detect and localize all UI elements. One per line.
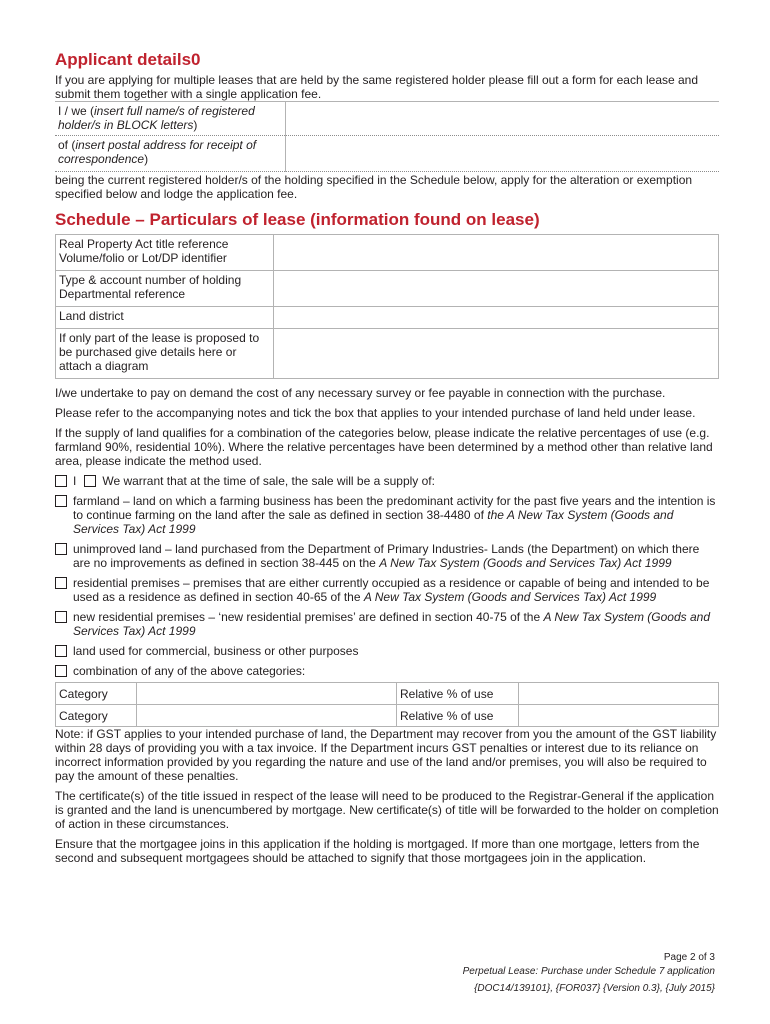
option-combination: combination of any of the above categories: bbox=[55, 664, 719, 678]
applicant-row-name bbox=[55, 102, 719, 136]
farmland-checkbox[interactable] bbox=[55, 495, 67, 507]
schedule-row bbox=[56, 235, 719, 271]
schedule-account-number-label: Type & account number of holding Departmental reference bbox=[56, 271, 274, 307]
applicant-name-label: I / we (insert full name/s of registered holder/s in BLOCK letters) bbox=[55, 102, 285, 136]
document-reference: {DOC14/139101}, {FOR037} {Version 0.3}, {July 2015} bbox=[474, 983, 715, 994]
applicant-name-input[interactable] bbox=[285, 102, 719, 136]
applicant-intro: If you are applying for multiple leases that are held by the same registered holder please fill out a form for each lease and submit them together with a single application fee. bbox=[55, 73, 699, 101]
schedule-part-lease-input[interactable] bbox=[274, 329, 719, 379]
relative-use-label: Relative % of use bbox=[397, 683, 519, 705]
schedule-land-district-input[interactable] bbox=[274, 307, 719, 329]
applicant-name-field[interactable] bbox=[289, 104, 717, 118]
schedule-title-reference-label: Real Property Act title reference Volume/folio or Lot/DP identifier bbox=[56, 235, 274, 271]
gst-note: Note: if GST applies to your intended purchase of land, the Department may recover from you the amount of the GST liability within 28 days of providing you with a tax invoice. If the Department incurs GST penalties or interest due to its reliance on incorrect information provided by you regarding the nature and use of the land and/or premises, you will also be required to pay the amount of these penalties. bbox=[55, 727, 717, 783]
i-checkbox[interactable] bbox=[55, 475, 67, 487]
category-label: Category bbox=[56, 705, 137, 727]
commercial-land-checkbox[interactable] bbox=[55, 645, 67, 657]
we-checkbox[interactable] bbox=[84, 475, 96, 487]
option-residential-premises: residential premises – premises that are either currently occupied as a residence or capable of being and intended to be used as a residence as defined in section 40-65 of the A New Tax System (Goods and Services Tax) Act 1999 bbox=[55, 576, 719, 604]
schedule-row bbox=[56, 307, 719, 329]
schedule-row bbox=[56, 329, 719, 379]
schedule-row bbox=[56, 271, 719, 307]
category-input[interactable] bbox=[137, 705, 397, 727]
option-new-residential-premises: new residential premises – ‘new residential premises’ are defined in section 40-75 of the A New Tax System (Goods and Services Tax) Act 1999 bbox=[55, 610, 719, 638]
applicant-address-field[interactable] bbox=[289, 138, 717, 152]
relative-use-label: Relative % of use bbox=[397, 705, 519, 727]
page-footer bbox=[463, 951, 715, 996]
residential-premises-checkbox[interactable] bbox=[55, 577, 67, 589]
applicant-table bbox=[55, 101, 719, 172]
applicant-address-input[interactable] bbox=[285, 136, 719, 172]
schedule-table bbox=[55, 234, 719, 379]
supply-text: If the supply of land qualifies for a combination of the categories below, please indicate the relative percentages of use (e.g. farmland 90%, residential 10%). Where the relative percentages have been determined by a method other than relative land area, please indicate the method used. bbox=[55, 426, 713, 468]
applicant-address-label: of (insert postal address for receipt of correspondence) bbox=[55, 136, 285, 172]
document-title: Perpetual Lease: Purchase under Schedule 7 application bbox=[462, 966, 715, 977]
schedule-heading: Schedule – Particulars of lease (information found on lease) bbox=[55, 210, 540, 229]
unimproved-land-checkbox[interactable] bbox=[55, 543, 67, 555]
option-unimproved-land: unimproved land – land purchased from the Department of Primary Industries- Lands (the Department) on which there are no improvements as defined in section 38-445 on the A New Tax System (Goods and Services Tax) Act 1999 bbox=[55, 542, 719, 570]
certificate-note: The certificate(s) of the title issued in respect of the lease will need to be produced to the Registrar-General if the application is granted and the land is unencumbered by mortgage. New certificate(s) of title will be forwarded to the holder on completion of action in these circumstances. bbox=[55, 789, 719, 831]
schedule-land-district-label: Land district bbox=[56, 307, 274, 329]
refer-text: Please refer to the accompanying notes and tick the box that applies to your intended purchase of land held under lease. bbox=[55, 406, 696, 420]
category-row bbox=[56, 705, 719, 727]
relative-use-input[interactable] bbox=[519, 683, 719, 705]
category-row bbox=[56, 683, 719, 705]
warrant-i-label: I bbox=[73, 474, 77, 488]
applicant-row-address bbox=[55, 136, 719, 172]
new-residential-premises-checkbox[interactable] bbox=[55, 611, 67, 623]
applicant-closing: being the current registered holder/s of the holding specified in the Schedule below, apply for the alteration or exemption specified below and lodge the application fee. bbox=[55, 173, 693, 201]
mortgagee-note: Ensure that the mortgagee joins in this application if the holding is mortgaged. If more than one mortgage, letters from the second and subsequent mortgagees should be attached to signify that those mortgagees join in the application. bbox=[55, 837, 700, 865]
option-farmland: farmland – land on which a farming business has been the predominant activity for the past five years and the intention is to continue farming on the land after the sale as defined in section 38-4480 of the A New Tax System (Goods and Services Tax) Act 1999 bbox=[55, 494, 719, 536]
category-input[interactable] bbox=[137, 683, 397, 705]
form-page bbox=[55, 49, 719, 865]
category-table bbox=[55, 682, 719, 727]
warrant-line bbox=[55, 474, 719, 488]
undertake-text: I/we undertake to pay on demand the cost of any necessary survey or fee payable in connection with the purchase. bbox=[55, 386, 666, 400]
category-label: Category bbox=[56, 683, 137, 705]
schedule-title-reference-input[interactable] bbox=[274, 235, 719, 271]
schedule-part-lease-label: If only part of the lease is proposed to be purchased give details here or attach a diagram bbox=[56, 329, 274, 379]
warrant-text: We warrant that at the time of sale, the sale will be a supply of: bbox=[102, 474, 435, 488]
combination-checkbox[interactable] bbox=[55, 665, 67, 677]
schedule-account-number-input[interactable] bbox=[274, 271, 719, 307]
relative-use-input[interactable] bbox=[519, 705, 719, 727]
applicant-heading: Applicant details0 bbox=[55, 50, 201, 69]
page-number: Page 2 of 3 bbox=[663, 952, 715, 963]
option-commercial-land: land used for commercial, business or other purposes bbox=[55, 644, 719, 658]
